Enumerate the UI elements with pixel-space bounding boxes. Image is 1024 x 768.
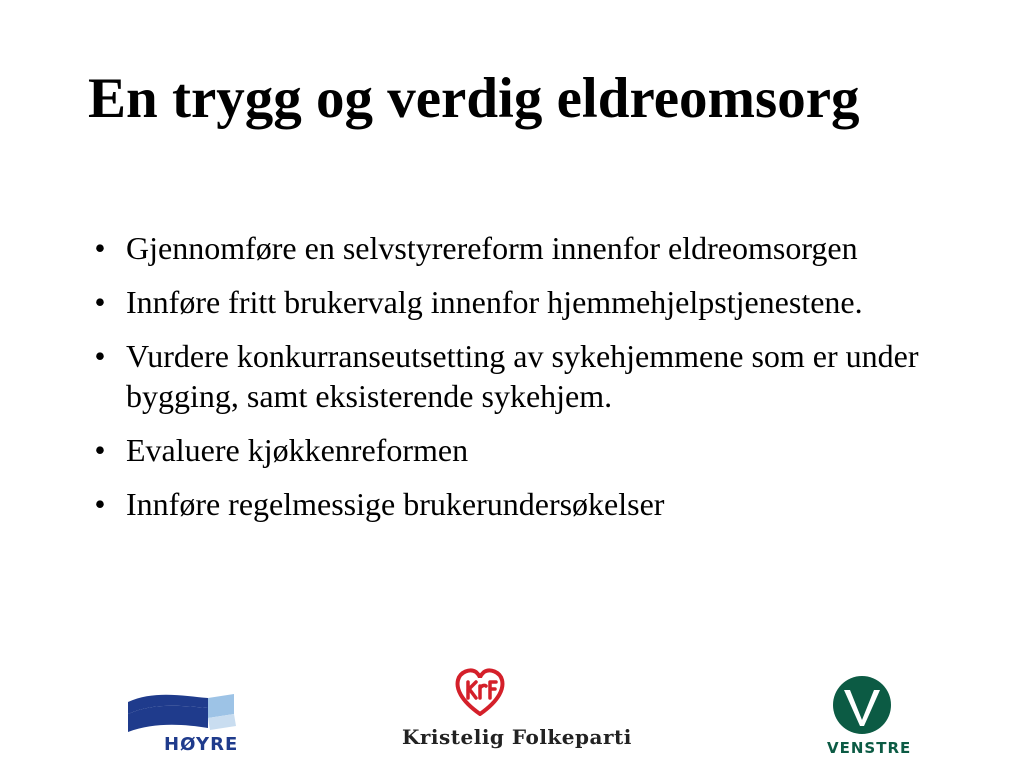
slide-title: En trygg og verdig eldreomsorg [88,67,860,130]
bullet-text: Gjennomføre en selvstyrereform innenfor eldreomsorgen [126,230,858,266]
venstre-v-logo-icon [822,674,902,736]
hoyre-logo-label: HØYRE [164,734,239,755]
bullet-list [84,228,924,538]
bullet-text: Vurdere konkurranseutsetting av sykehjemmene som er under bygging, samt eksisterende sykehjem. [126,338,919,414]
bullet-icon: • [94,432,106,468]
list-item [84,336,924,416]
krf-logo [396,668,632,764]
hoyre-flag-logo-icon [124,688,244,734]
list-item [84,430,924,470]
list-item [84,228,924,268]
hoyre-logo [124,688,244,758]
bullet-icon: • [94,338,106,374]
bullet-icon: • [94,230,106,266]
venstre-logo [822,674,912,764]
krf-logo-label: Kristelig Folkeparti [402,725,632,749]
bullet-text: Innføre fritt brukervalg innenfor hjemmehjelpstjenestene. [126,284,863,320]
krf-heart-logo-icon [454,668,506,716]
bullet-icon: • [94,284,106,320]
venstre-logo-label: VENSTRE [827,739,912,757]
list-item [84,484,924,524]
bullet-text: Innføre regelmessige brukerundersøkelser [126,486,665,522]
bullet-icon: • [94,486,106,522]
bullet-text: Evaluere kjøkkenreformen [126,432,469,468]
list-item [84,282,924,322]
